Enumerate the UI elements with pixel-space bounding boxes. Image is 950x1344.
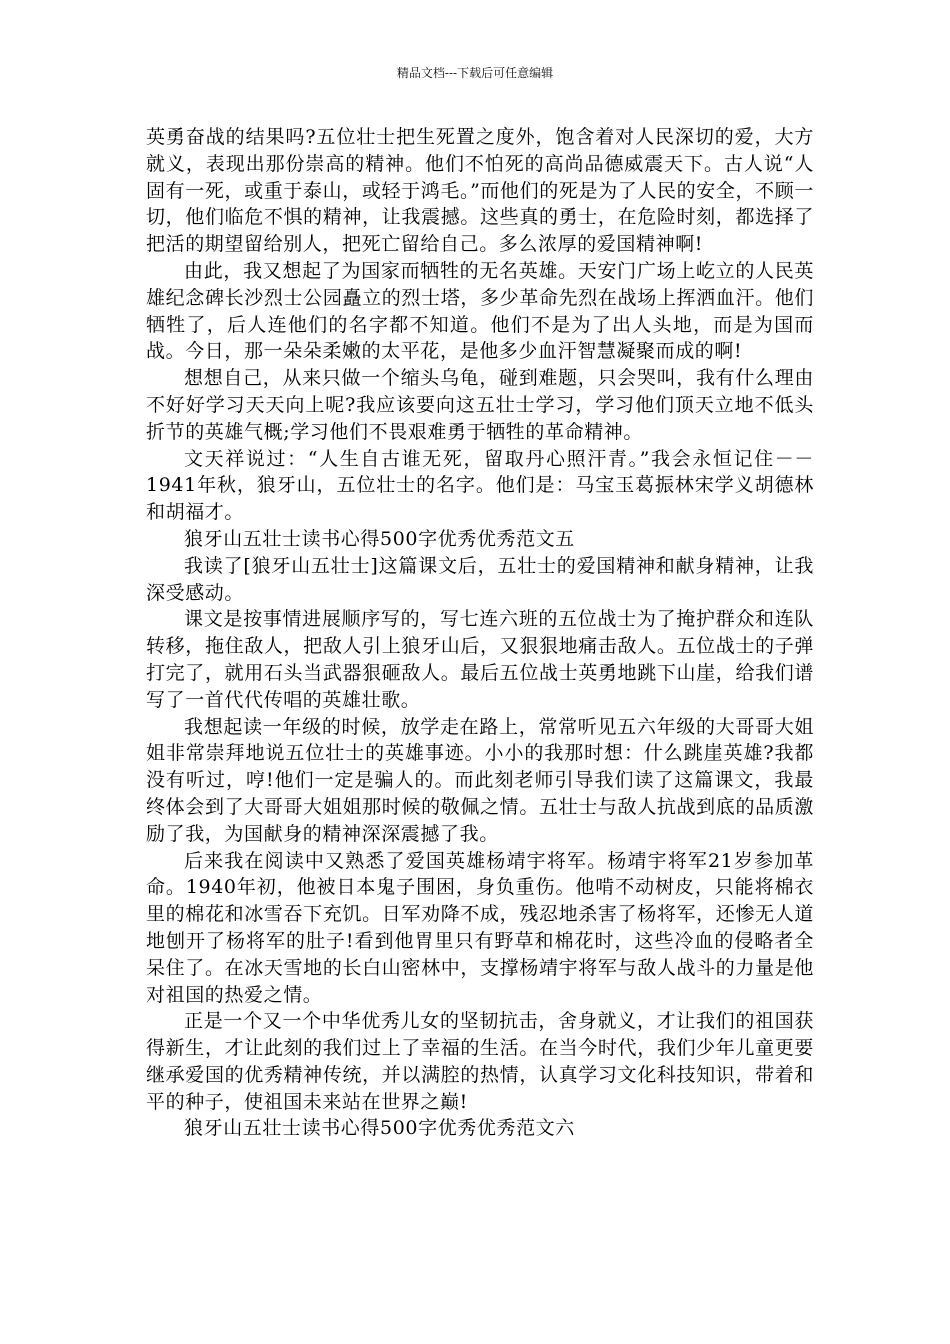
paragraph: 想想自己，从来只做一个缩头乌龟，碰到难题，只会哭叫，我有什么理由不好好学习天天向上呢?我应该要向这五壮士学习，学习他们顶天立地不低头折节的英雄气概;学习他们不畏艰难勇于牺牲的革命精神。	[146, 367, 814, 443]
paragraph: 课文是按事情进展顺序写的，写七连六班的五位战士为了掩护群众和连队转移，拖住敌人，把敌人引上狼牙山后，又狠狠地痛击敌人。五位战士的子弹打完了，就用石头当武器狠砸敌人。最后五位战士英勇地跳下山崖，给我们谱写了一首代代传唱的英雄壮歌。	[146, 608, 814, 711]
paragraph: 我读了[狼牙山五壮士]这篇课文后，五壮士的爱国精神和献身精神，让我深受感动。	[146, 554, 814, 604]
paragraph: 正是一个又一个中华优秀儿女的坚韧抗击，舍身就义，才让我们的祖国获得新生，才让此刻的我们过上了幸福的生活。在当今时代，我们少年儿童更要继承爱国的优秀精神传统，并以满腔的热情，认真学习文化科技知识，带着和平的种子，使祖国未来站在世界之巅!	[146, 1010, 814, 1113]
paragraph-continuation: 英勇奋战的结果吗?五位壮士把生死置之度外，饱含着对人民深切的爱，大方就义，表现出那份崇高的精神。他们不怕死的高尚品德威震天下。古人说“人固有一死，或重于泰山，或轻于鸿毛。”而他们的死是为了人民的安全，不顾一切，他们临危不惧的精神，让我震撼。这些真的勇士，在危险时刻，都选择了把活的期望留给别人，把死亡留给自己。多么浓厚的爱国精神啊!	[146, 126, 814, 256]
section-heading: 狼牙山五壮士读书心得500字优秀优秀范文五	[184, 527, 575, 550]
paragraph: 由此，我又想起了为国家而牺牲的无名英雄。天安门广场上屹立的人民英雄纪念碑长沙烈士公园矗立的烈士塔，多少革命先烈在战场上挥洒血汗。他们牺牲了，后人连他们的名字都不知道。他们不是为了出人头地，而是为国而战。今日，那一朵朵柔嫩的太平花，是他多少血汗智慧凝聚而成的啊!	[146, 259, 814, 363]
document-body	[146, 124, 814, 1142]
page-header: 精品文档---下载后可任意编辑	[396, 66, 554, 80]
paragraph: 后来我在阅读中又熟悉了爱国英雄杨靖宇将军。杨靖宇将军21岁参加革命。1940年初，他被日本鬼子围困，身负重伤。他啃不动树皮，只能将棉衣里的棉花和冰雪吞下充饥。日军劝降不成，残忍地杀害了杨将军，还惨无人道地刨开了杨将军的肚子!看到他胃里只有野草和棉花时，这些冷血的侵略者全呆住了。在冰天雪地的长白山密林中，支撑杨靖宇将军与敌人战斗的力量是他对祖国的热爱之情。	[146, 849, 814, 1006]
section-heading: 狼牙山五壮士读书心得500字优秀优秀范文六	[184, 1117, 575, 1140]
paragraph: 文天祥说过：“人生自古谁无死，留取丹心照汗青。”我会永恒记住－－1941年秋，狼牙山，五位壮士的名字。他们是：马宝玉葛振林宋学义胡德林和胡福才。	[146, 447, 814, 524]
paragraph: 我想起读一年级的时候，放学走在路上，常常听见五六年级的大哥哥大姐姐非常崇拜地说五位壮士的英雄事迹。小小的我那时想：什么跳崖英雄?我都没有听过，哼!他们一定是骗人的。而此刻老师引导我们读了这篇课文，我最终体会到了大哥哥大姐姐那时候的敬佩之情。五壮士与敌人抗战到底的品质激励了我，为国献身的精神深深震撼了我。	[146, 715, 814, 845]
